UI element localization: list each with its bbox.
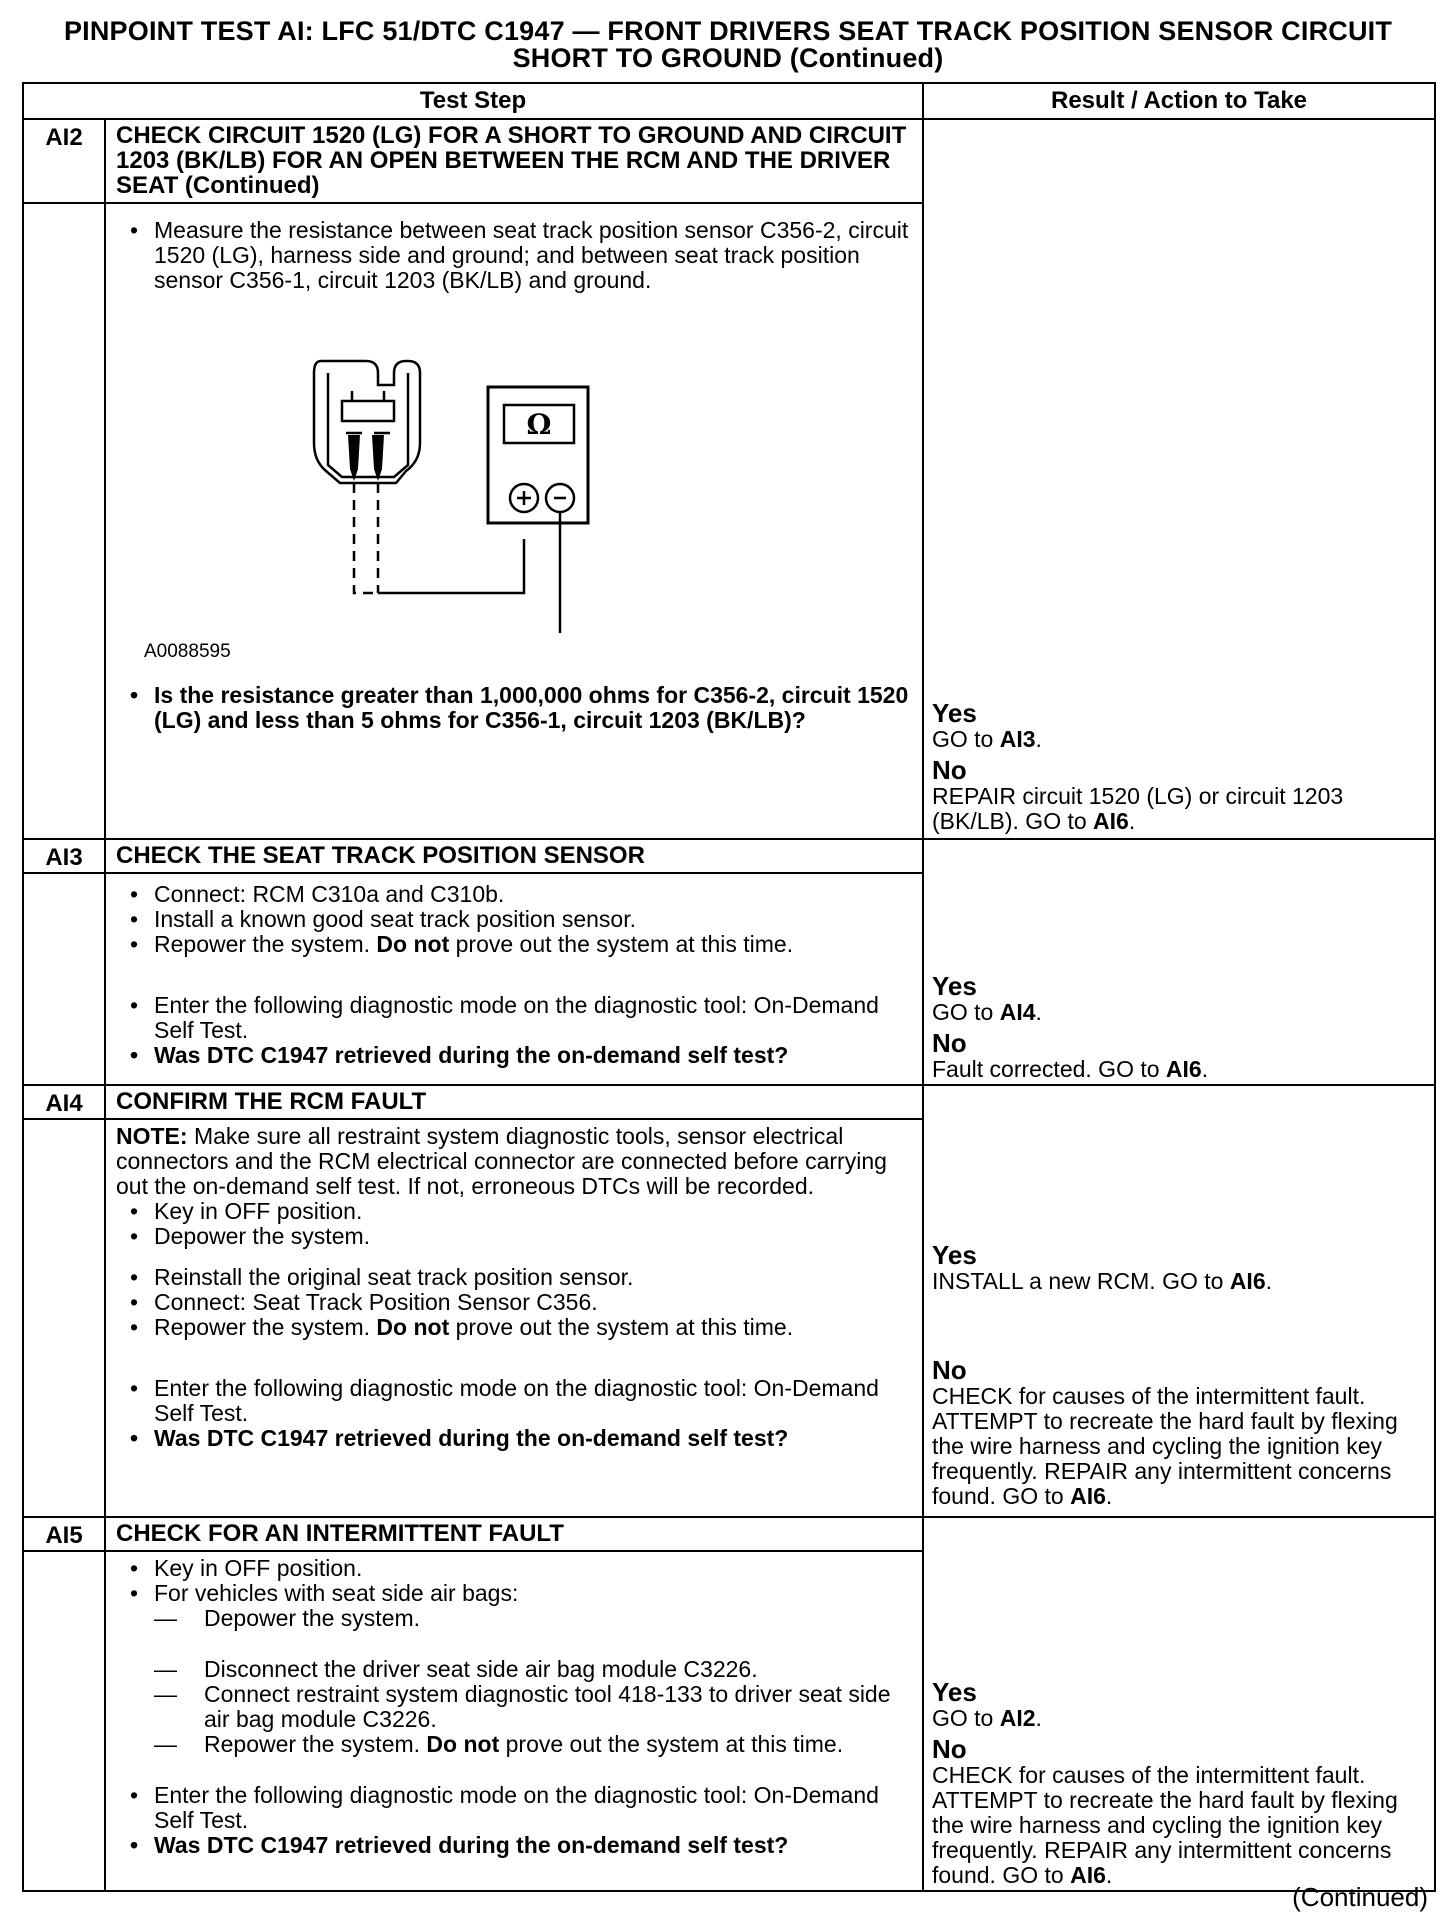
instruction-measure: • Measure the resistance between seat track position sensor C356-2, circuit 1520 (LG), harness side and ground; and between seat track position sensor C356-1, circuit 1203 (BK/LB) and ground. bbox=[116, 218, 912, 293]
result-ai4 bbox=[923, 1085, 1435, 1517]
sub-instruction: — Depower the system. bbox=[116, 1606, 912, 1631]
result-ai2 bbox=[923, 119, 1435, 839]
instruction: • Install a known good seat track position sensor. bbox=[116, 907, 912, 932]
instruction: • Enter the following diagnostic mode on the diagnostic tool: On-Demand Self Test. bbox=[116, 993, 912, 1043]
step-body-ai3 bbox=[105, 873, 923, 1085]
no-label: No bbox=[932, 1028, 967, 1058]
title-line-1: PINPOINT TEST AI: LFC 51/DTC C1947 — FRONT DRIVERS SEAT TRACK POSITION SENSOR CIRCUIT bbox=[63, 16, 1393, 46]
no-action: REPAIR circuit 1520 (LG) or circuit 1203 (BK/LB). GO to AI6. bbox=[932, 783, 1344, 834]
sub-instruction: — Disconnect the driver seat side air bag module C3226. bbox=[116, 1657, 912, 1682]
step-title-ai4: CONFIRM THE RCM FAULT bbox=[105, 1085, 923, 1119]
instruction: • Key in OFF position. bbox=[116, 1556, 912, 1581]
step-title-ai5: CHECK FOR AN INTERMITTENT FAULT bbox=[105, 1517, 923, 1551]
instruction: • Enter the following diagnostic mode on the diagnostic tool: On-Demand Self Test. bbox=[116, 1783, 912, 1833]
sub-instruction: — Repower the system. Do not prove out the system at this time. bbox=[116, 1732, 912, 1757]
yes-action: GO to AI3. bbox=[932, 726, 1042, 752]
ohm-icon: Ω bbox=[526, 408, 552, 441]
pinpoint-test-table bbox=[22, 82, 1436, 1892]
step-id-ai2: AI2 bbox=[23, 119, 105, 203]
instruction: • Repower the system. Do not prove out the system at this time. bbox=[116, 1315, 912, 1340]
instruction: • Repower the system. Do not prove out the system at this time. bbox=[116, 932, 912, 957]
step-body-ai4 bbox=[105, 1119, 923, 1517]
step-ai2-title-row bbox=[23, 119, 1435, 203]
note: NOTE: Make sure all restraint system diagnostic tools, sensor electrical connectors and the RCM electrical connector are connected before carrying out the on-demand self test. If not, erroneous DTCs will be recorded. bbox=[116, 1123, 887, 1199]
instruction: • Key in OFF position. bbox=[116, 1199, 912, 1224]
yes-action: GO to AI4. bbox=[932, 999, 1042, 1025]
no-action: CHECK for causes of the intermittent fault. ATTEMPT to recreate the hard fault by flexing the wire harness and cycling the ignition key frequently. REPAIR any intermittent concerns found. GO to AI6. bbox=[932, 1762, 1398, 1888]
instruction: • Enter the following diagnostic mode on the diagnostic tool: On-Demand Self Test. bbox=[116, 1376, 912, 1426]
instruction: • Connect: RCM C310a and C310b. bbox=[116, 882, 912, 907]
no-label: No bbox=[932, 1734, 967, 1764]
question-ai2: • Is the resistance greater than 1,000,000 ohms for C356-2, circuit 1520 (LG) and less than 5 ohms for C356-1, circuit 1203 (BK/LB)? bbox=[116, 683, 912, 733]
figure-id: A0088595 bbox=[144, 641, 231, 662]
question-ai5: • Was DTC C1947 retrieved during the on-demand self test? bbox=[116, 1833, 912, 1858]
step-id-ai3: AI3 bbox=[23, 839, 105, 873]
question-ai4: • Was DTC C1947 retrieved during the on-demand self test? bbox=[116, 1426, 912, 1451]
yes-label: Yes bbox=[932, 1240, 977, 1270]
circuit-diagram bbox=[116, 293, 912, 683]
step-ai3-title-row bbox=[23, 839, 1435, 873]
yes-action: GO to AI2. bbox=[932, 1705, 1042, 1731]
result-ai5 bbox=[923, 1517, 1435, 1891]
step-ai4-title-row bbox=[23, 1085, 1435, 1119]
yes-label: Yes bbox=[932, 698, 977, 728]
yes-action: INSTALL a new RCM. GO to AI6. bbox=[932, 1268, 1272, 1294]
no-label: No bbox=[932, 1355, 967, 1385]
title-line-2: SHORT TO GROUND (Continued) bbox=[512, 43, 944, 73]
step-title-ai3: CHECK THE SEAT TRACK POSITION SENSOR bbox=[105, 839, 923, 873]
step-body-ai5 bbox=[105, 1551, 923, 1891]
page-title bbox=[0, 18, 1456, 72]
multimeter-diagram-svg bbox=[116, 293, 676, 633]
no-label: No bbox=[932, 755, 967, 785]
yes-label: Yes bbox=[932, 1677, 977, 1707]
header-result: Result / Action to Take bbox=[923, 83, 1435, 119]
no-action: Fault corrected. GO to AI6. bbox=[932, 1056, 1209, 1082]
sub-instruction: — Connect restraint system diagnostic tool 418-133 to driver seat side air bag module C3226. bbox=[116, 1682, 912, 1732]
instruction: • Reinstall the original seat track position sensor. bbox=[116, 1265, 912, 1290]
yes-label: Yes bbox=[932, 971, 977, 1001]
probe-tips bbox=[348, 435, 384, 481]
instruction: • Depower the system. bbox=[116, 1224, 912, 1249]
instruction: • For vehicles with seat side air bags: bbox=[116, 1581, 912, 1606]
continued-footer: (Continued) bbox=[1292, 1882, 1428, 1912]
instruction: • Connect: Seat Track Position Sensor C356. bbox=[116, 1290, 912, 1315]
header-test-step: Test Step bbox=[23, 83, 923, 119]
question-ai3: • Was DTC C1947 retrieved during the on-demand self test? bbox=[116, 1043, 912, 1068]
step-body-ai2 bbox=[105, 203, 923, 839]
step-title-ai2: CHECK CIRCUIT 1520 (LG) FOR A SHORT TO GROUND AND CIRCUIT 1203 (BK/LB) FOR AN OPEN BETWEEN THE RCM AND THE DRIVER SEAT (Continued) bbox=[105, 119, 923, 203]
table-header-row bbox=[23, 83, 1435, 119]
no-action: CHECK for causes of the intermittent fault. ATTEMPT to recreate the hard fault by flexing the wire harness and cycling the ignition key frequently. REPAIR any intermittent concerns found. GO to AI6. bbox=[932, 1383, 1398, 1509]
step-id-ai5: AI5 bbox=[23, 1517, 105, 1551]
step-ai5-title-row bbox=[23, 1517, 1435, 1551]
result-ai3 bbox=[923, 839, 1435, 1085]
step-id-ai4: AI4 bbox=[23, 1085, 105, 1119]
